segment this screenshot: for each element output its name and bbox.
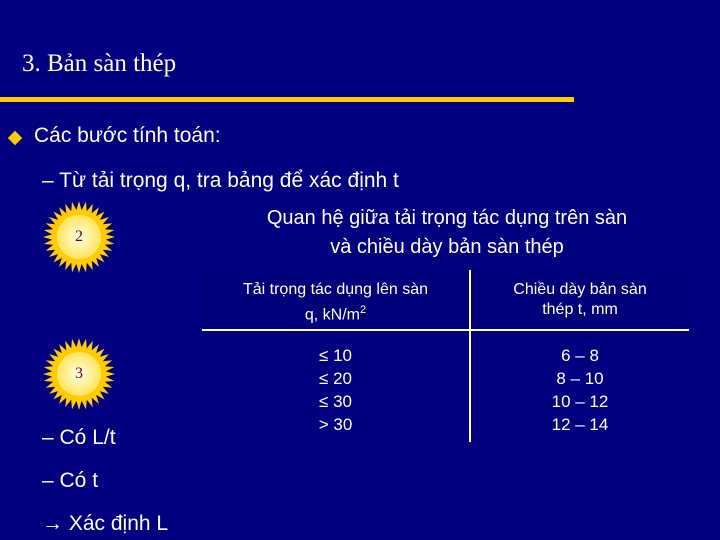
load-thickness-table bbox=[202, 270, 689, 442]
bullet-heading: Các bước tính toán: bbox=[34, 124, 221, 147]
badge-number: 3 bbox=[75, 365, 83, 382]
arrow-right-icon: → bbox=[42, 512, 63, 535]
caption-line-2: và chiều dày bản sàn thép bbox=[330, 236, 564, 258]
sun-badge-2 bbox=[42, 200, 116, 274]
header-thickness-line1: Chiều dày bản sàn bbox=[513, 281, 647, 298]
title-underline bbox=[0, 97, 574, 102]
table-cell: ≤ 30 bbox=[319, 392, 352, 411]
header-load-unit: q, kN/m bbox=[304, 306, 360, 324]
badge-number: 2 bbox=[75, 228, 83, 245]
sun-badge-3 bbox=[42, 337, 116, 411]
table-caption bbox=[212, 204, 682, 262]
table-cell: 12 – 14 bbox=[551, 415, 609, 434]
table-cell: 8 – 10 bbox=[556, 369, 604, 388]
table-cell: ≤ 10 bbox=[319, 346, 352, 365]
step-determine-span bbox=[42, 512, 168, 536]
step-thickness-text: – Có t bbox=[42, 469, 99, 492]
load-values-column bbox=[202, 344, 469, 436]
step-ratio-text: – Có L/t bbox=[42, 426, 116, 449]
header-load-line2 bbox=[202, 300, 469, 325]
table-header-divider bbox=[202, 329, 689, 331]
step-determine-span-label: Xác định L bbox=[68, 512, 169, 535]
header-load-unit-exponent: 2 bbox=[360, 304, 367, 316]
header-thickness bbox=[471, 280, 689, 320]
table-cell: 10 – 12 bbox=[551, 392, 609, 411]
thickness-values-column bbox=[471, 344, 689, 436]
table-cell: ≤ 20 bbox=[319, 369, 352, 388]
header-thickness-line2: thép t, mm bbox=[542, 301, 618, 318]
caption-line-1: Quan hệ giữa tải trọng tác dụng trên sàn bbox=[266, 207, 628, 229]
table-cell: > 30 bbox=[318, 415, 353, 434]
table-cell: 6 – 8 bbox=[561, 346, 599, 365]
slide-title: 3. Bản sàn thép bbox=[22, 50, 177, 77]
header-load bbox=[202, 280, 469, 325]
header-load-line1: Tải trọng tác dụng lên sàn bbox=[242, 281, 428, 298]
step-lookup-text: – Từ tải trọng q, tra bảng để xác định t bbox=[42, 169, 399, 192]
diamond-bullet-icon bbox=[8, 131, 22, 145]
